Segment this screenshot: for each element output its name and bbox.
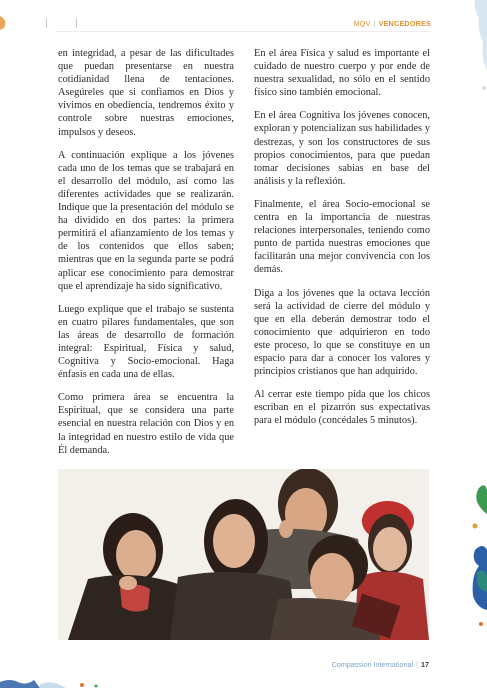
paragraph: en integridad, a pesar de las dificultades que puedan presentarse en nuestra cotidianidad llena de tentaciones. Asegúreles que si confiamos en Dios y vivimos en obediencia, tendremos éxito y controle sobre nuestras emociones, impulsos y deseos. (58, 48, 234, 138)
group-photo (58, 469, 429, 640)
paint-splash-right-edge (465, 480, 487, 640)
paragraph: A continuación explique a los jóvenes cada uno de los temas que se trabajará en el desarrollo del módulo, así como las diferentes actividades que se realizarán. Indique que la presentación del módulo se ha dividido en dos partes: la primera permitirá el afianzamiento de los temas y de los contenidos que ellos saben; mientras que en la segunda parte se podrá aplicar ese conocimiento para demostrar que el aprendizaje ha sido significativo. (58, 149, 234, 292)
paint-splash-top-left (0, 12, 60, 32)
header-subsection: VENCEDORES (378, 19, 431, 28)
page-footer (332, 660, 429, 669)
paragraph: Diga a los jóvenes que la octava lección será la actividad de cierre del módulo y que en ella deberán demostrar todo el conocimiento que adquirieron en todo este proceso, lo que se constituye en un espacio para dar a conocer los valores y principios cristianos que han adquirido. (254, 287, 430, 378)
paint-splash-bottom-left (0, 674, 120, 688)
paragraph: Como primera área se encuentra la Espiritual, que se considera una parte esencial en nuestra relación con Dios y en la integridad en nuestro estilo de vida que Él demanda. (58, 392, 234, 456)
header-section: MQV (353, 19, 371, 28)
header-tick-mark (76, 18, 77, 28)
footer-publisher: Compassion International (331, 660, 414, 669)
paragraph: Finalmente, el área Socio-emocional se centra en la importancia de nuestras relaciones interpersonales, teniendo como punto de partida nuestras emociones que facilitarán una mejor convivencia con los demás. (254, 198, 430, 276)
header-tick-mark (46, 18, 47, 28)
header-separator: | (373, 19, 376, 28)
header-rule (56, 31, 432, 32)
footer-separator: | (416, 660, 418, 669)
paragraph: Al cerrar este tiempo pida que los chicos escriban en el pizarrón sus expectativas para el módulo (concédales 5 minutos). (254, 389, 430, 427)
page-number: 17 (421, 660, 429, 669)
running-header (354, 19, 431, 28)
paint-splash-top-right (457, 0, 487, 120)
left-text-column (58, 47, 234, 467)
group-photo-illustration (58, 469, 429, 640)
paragraph: En el área Cognitiva los jóvenes conocen, exploran y potencializan sus habilidades y destrezas, y son los constructores de sus propios conocimientos, para que puedan tomar decisiones sabias en base del análisis y la reflexión. (254, 110, 430, 187)
paragraph: En el área Física y salud es importante el cuidado de nuestro cuerpo y por ende de nuestra sexualidad, no sólo en el sentido físico sino también emocional. (254, 48, 430, 99)
paragraph: Luego explique que el trabajo se sustenta en cuatro pilares fundamentales, que son las áreas de desarrollo de formación integral: Espiritual, Física y salud, Cognitiva y Socio-emocional. Haga énfasis en cada una de ellas. (58, 303, 234, 381)
right-text-column (254, 47, 430, 437)
